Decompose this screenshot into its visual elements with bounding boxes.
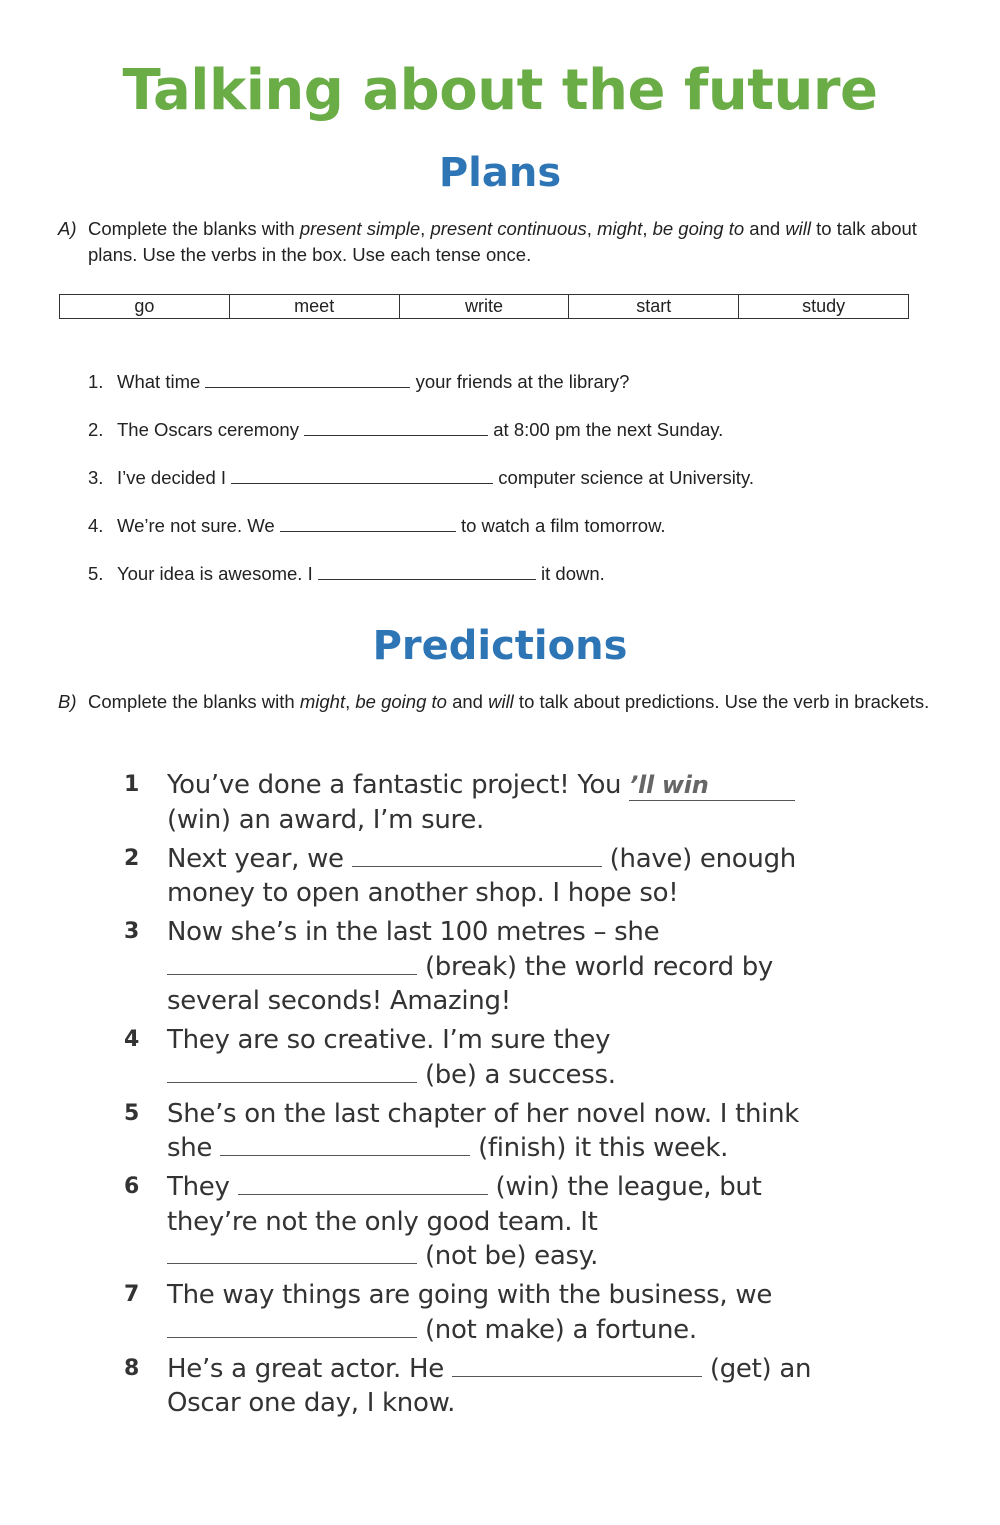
item-text: (win) the league, but they’re not the only good team. It	[167, 1172, 762, 1237]
item-number: 2	[124, 845, 140, 871]
item-text: They	[167, 1172, 230, 1202]
item-number: 3	[124, 919, 140, 944]
predictions-instructions	[58, 689, 948, 715]
item-number: 5	[124, 1100, 140, 1126]
plans-instructions	[58, 216, 948, 268]
answer-blank[interactable]	[304, 418, 488, 436]
answer-example: ’ll win	[629, 770, 795, 801]
plans-exercise-list	[88, 369, 948, 609]
verb-cell: study	[802, 296, 846, 316]
item-text: (have) enough money to open another shop. I hope so!	[167, 843, 796, 908]
item-text: They are so creative. I’m sure they	[167, 1025, 611, 1055]
item-text: computer science at University.	[498, 467, 754, 488]
item-text: We’re not sure. We	[117, 515, 275, 536]
item-number: 6	[124, 1174, 140, 1199]
item-text: Now she’s in the last 100 metres – she	[167, 917, 660, 947]
instruction-letter: A)	[58, 218, 77, 239]
item-number: 1	[124, 772, 140, 797]
item-number: 7	[124, 1282, 140, 1307]
item-text: (finish) it this week.	[478, 1133, 729, 1163]
list-item	[120, 1023, 840, 1092]
list-item	[120, 842, 840, 911]
item-text: What time	[117, 371, 201, 392]
predictions-heading: Predictions	[372, 623, 628, 669]
item-text: I’ve decided I	[117, 467, 227, 488]
answer-blank[interactable]	[167, 1313, 417, 1338]
plans-heading: Plans	[438, 150, 562, 196]
answer-blank[interactable]	[205, 370, 410, 388]
item-text: He’s a great actor. He	[167, 1353, 444, 1384]
answer-blank[interactable]	[167, 950, 417, 975]
item-number: 8	[124, 1355, 140, 1381]
answer-blank[interactable]	[452, 1352, 702, 1377]
verb-cell: meet	[230, 295, 400, 318]
list-item	[120, 1278, 840, 1347]
item-text: your friends at the library?	[415, 371, 630, 392]
instruction-letter: B)	[58, 691, 77, 712]
item-text: The way things are going with the business, we	[167, 1280, 773, 1310]
item-text: The Oscars ceremony	[117, 419, 299, 440]
answer-blank[interactable]	[280, 514, 456, 532]
item-text: She’s on the last chapter of her novel now. I think she	[167, 1098, 800, 1163]
answer-blank[interactable]	[352, 842, 602, 867]
item-number: 5.	[88, 563, 104, 584]
list-item	[120, 1170, 840, 1274]
predictions-exercise-list	[120, 768, 840, 1425]
item-text: (not be) easy.	[424, 1241, 599, 1271]
item-text: Your idea is awesome. I	[117, 563, 313, 584]
list-item	[88, 417, 948, 465]
item-text: (be) a success.	[424, 1059, 616, 1090]
item-number: 4.	[88, 515, 104, 536]
list-item	[120, 1352, 840, 1421]
item-number: 4	[124, 1027, 140, 1052]
answer-blank[interactable]	[238, 1170, 488, 1195]
list-item	[120, 768, 840, 837]
list-item	[88, 369, 948, 417]
item-number: 1.	[88, 371, 104, 392]
answer-blank[interactable]	[220, 1131, 470, 1156]
answer-blank[interactable]	[318, 562, 536, 580]
verb-cell: go	[60, 295, 230, 318]
item-number: 2.	[88, 419, 104, 440]
verb-box	[59, 294, 909, 319]
item-text: Next year, we	[167, 843, 344, 874]
item-text: You’ve done a fantastic project! You	[167, 770, 622, 800]
instruction-text: Complete the blanks with present simple, present continuous, might, be going to and will to talk about plans. Use the verbs in the box. Use each tense once.	[88, 218, 917, 265]
answer-blank[interactable]	[167, 1058, 417, 1083]
item-text: (win) an award, I’m sure.	[167, 804, 485, 835]
item-number: 3.	[88, 467, 104, 488]
item-text: (not make) a fortune.	[424, 1314, 697, 1345]
instruction-text: Complete the blanks with might, be going to and will to talk about predictions. Use the verb in brackets.	[88, 691, 930, 712]
list-item	[88, 465, 948, 513]
list-item	[88, 513, 948, 561]
item-text: at 8:00 pm the next Sunday.	[493, 419, 724, 440]
verb-cell: start	[569, 295, 739, 318]
item-text: (break) the world record by several seconds! Amazing!	[167, 951, 774, 1016]
item-text: it down.	[541, 563, 605, 584]
verb-cell: write	[400, 295, 570, 318]
list-item	[120, 1097, 840, 1166]
answer-blank[interactable]	[231, 466, 493, 484]
answer-blank[interactable]	[167, 1239, 417, 1264]
list-item	[120, 915, 840, 1019]
item-text: to watch a film tomorrow.	[460, 515, 666, 536]
item-text: (get) an Oscar one day, I know.	[167, 1353, 812, 1418]
page-title: Talking about the future	[122, 58, 878, 123]
list-item	[88, 561, 948, 609]
